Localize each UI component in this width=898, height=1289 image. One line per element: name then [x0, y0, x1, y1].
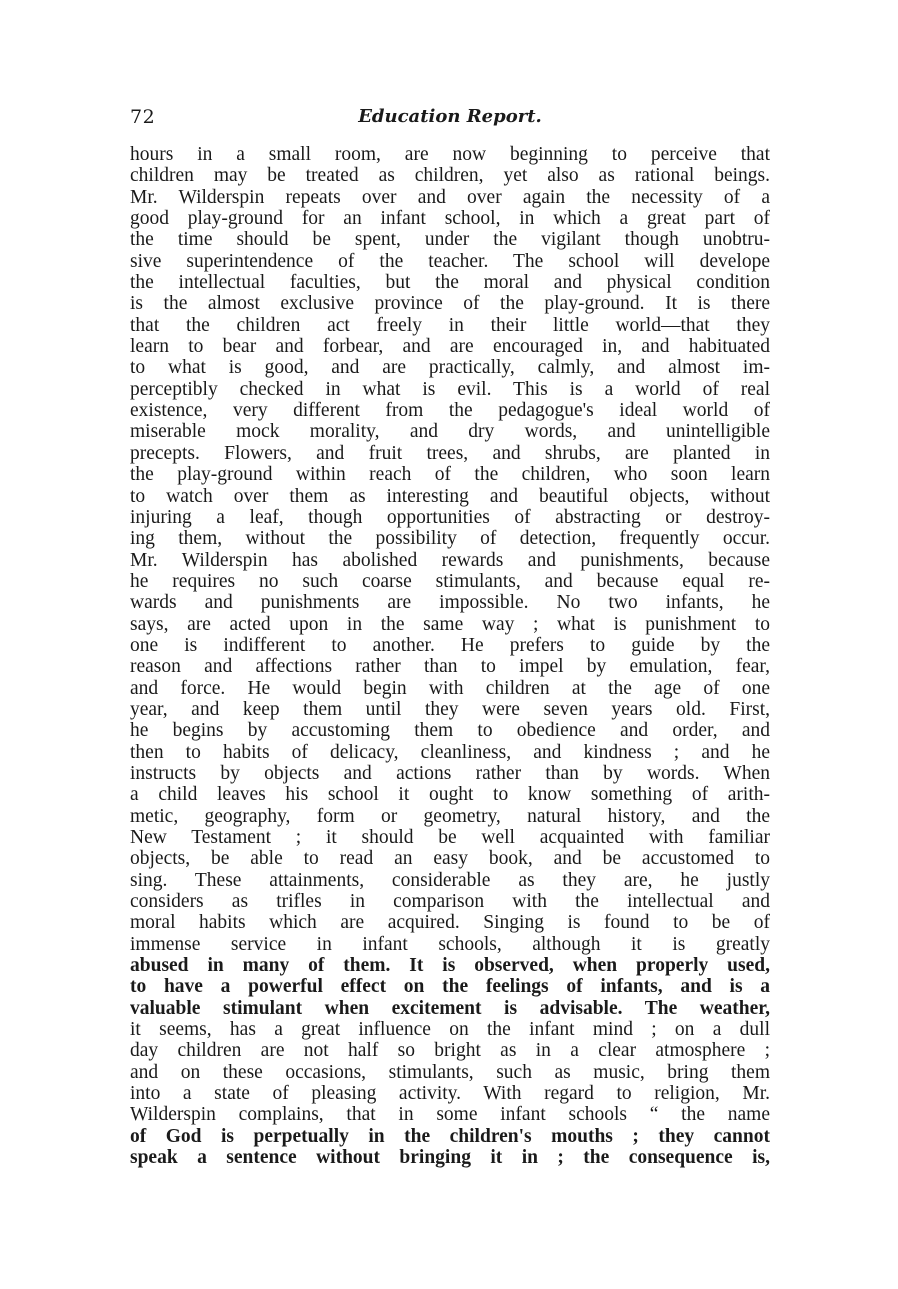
text-line: Mr. Wilderspin has abolished rewards and punishments, because: [130, 549, 770, 571]
text-line: immense service in infant schools, although it is greatly: [130, 933, 770, 955]
text-line: instructs by objects and actions rather than by words. When: [130, 762, 770, 784]
text-line: sive superintendence of the teacher. The school will develope: [130, 250, 770, 272]
text-line: the intellectual faculties, but the moral and physical condition: [130, 272, 770, 294]
text-line: says, are acted upon in the same way ; what is punishment to: [130, 613, 770, 635]
text-line: speak a sentence without bringing it in ; the consequence is,: [130, 1147, 770, 1169]
text-line: miserable mock morality, and dry words, and unintelligible: [130, 421, 770, 443]
body-text: [130, 144, 770, 1169]
text-line: to have a powerful effect on the feelings of infants, and is a: [130, 976, 770, 998]
text-line: the time should be spent, under the vigilant though unobtru-: [130, 229, 770, 251]
text-line: and on these occasions, stimulants, such as music, bring them: [130, 1061, 770, 1083]
text-line: Wilderspin complains, that in some infant schools “ the name: [130, 1104, 770, 1126]
text-line: of God is perpetually in the children's mouths ; they cannot: [130, 1125, 770, 1147]
text-line: moral habits which are acquired. Singing is found to be of: [130, 912, 770, 934]
text-line: Mr. Wilderspin repeats over and over again the necessity of a: [130, 186, 770, 208]
text-line: sing. These attainments, considerable as they are, he justly: [130, 869, 770, 891]
text-line: reason and affections rather than to impel by emulation, fear,: [130, 656, 770, 678]
text-line: good play-ground for an infant school, in which a great part of: [130, 208, 770, 230]
text-line: metic, geography, form or geometry, natural history, and the: [130, 805, 770, 827]
text-line: that the children act freely in their little world—that they: [130, 314, 770, 336]
text-line: learn to bear and forbear, and are encouraged in, and habituated: [130, 336, 770, 358]
text-line: the play-ground within reach of the children, who soon learn: [130, 464, 770, 486]
text-line: is the almost exclusive province of the play-ground. It is there: [130, 293, 770, 315]
text-line: to what is good, and are practically, calmly, and almost im-: [130, 357, 770, 379]
text-line: children may be treated as children, yet also as rational beings.: [130, 165, 770, 187]
text-line: New Testament ; it should be well acquainted with familiar: [130, 827, 770, 848]
text-line: abused in many of them. It is observed, when properly used,: [130, 955, 770, 977]
text-line: and force. He would begin with children at the age of one: [130, 677, 770, 699]
text-line: a child leaves his school it ought to know something of arith-: [130, 784, 770, 806]
running-head: Education Report.: [358, 106, 542, 127]
text-line: he requires no such coarse stimulants, and because equal re-: [130, 570, 770, 592]
text-line: precepts. Flowers, and fruit trees, and shrubs, are planted in: [130, 442, 770, 464]
text-line: then to habits of delicacy, cleanliness, and kindness ; and he: [130, 741, 770, 763]
text-line: wards and punishments are impossible. No two infants, he: [130, 592, 770, 614]
text-line: he begins by accustoming them to obedience and order, and: [130, 720, 770, 742]
text-line: year, and keep them until they were seven years old. First,: [130, 698, 770, 720]
page-header: [130, 106, 770, 136]
text-line: considers as trifles in comparison with the intellectual and: [130, 891, 770, 913]
text-line: ing them, without the possibility of detection, frequently occur.: [130, 528, 770, 550]
text-line: one is indifferent to another. He prefers to guide by the: [130, 634, 770, 656]
text-line: it seems, has a great influence on the infant mind ; on a dull: [130, 1019, 770, 1041]
text-line: to watch over them as interesting and beautiful objects, without: [130, 485, 770, 507]
text-line: hours in a small room, are now beginning to perceive that: [130, 144, 770, 165]
text-line: injuring a leaf, though opportunities of abstracting or destroy-: [130, 506, 770, 528]
page-number: 72: [130, 106, 156, 128]
text-line: existence, very different from the pedagogue's ideal world of: [130, 400, 770, 422]
text-line: objects, be able to read an easy book, and be accustomed to: [130, 848, 770, 870]
text-line: valuable stimulant when excitement is advisable. The weather,: [130, 997, 770, 1019]
text-line: into a state of pleasing activity. With regard to religion, Mr.: [130, 1083, 770, 1105]
text-line: day children are not half so bright as in a clear atmosphere ;: [130, 1040, 770, 1062]
text-line: perceptibly checked in what is evil. This is a world of real: [130, 378, 770, 400]
